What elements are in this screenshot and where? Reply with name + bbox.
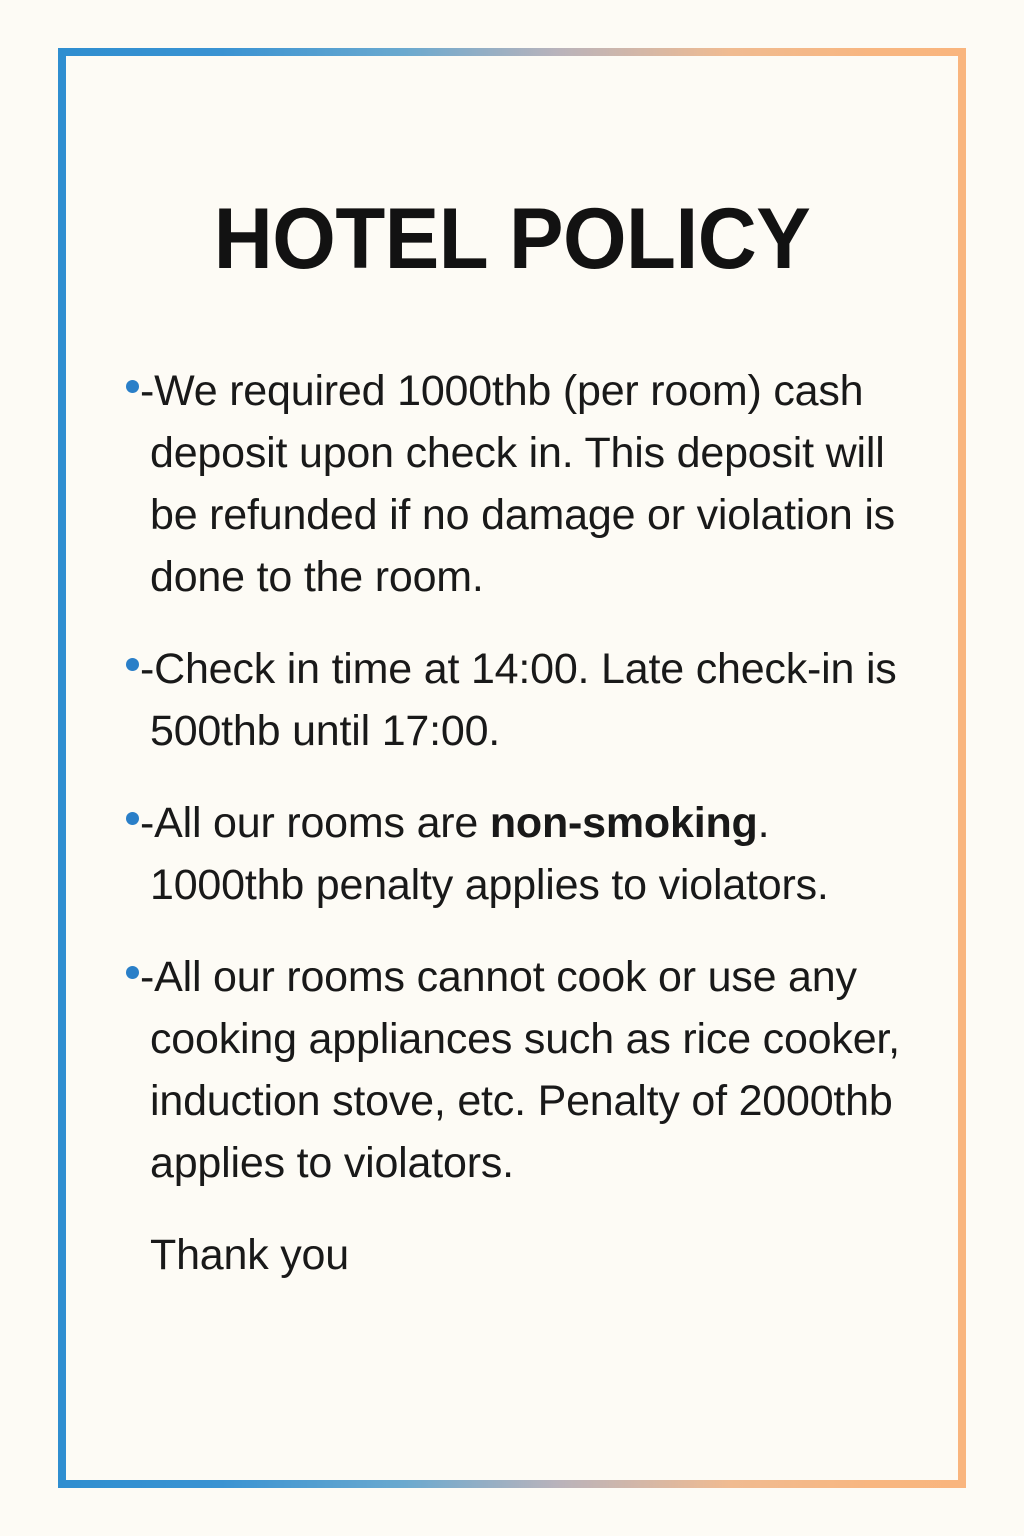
policy-list [112, 360, 912, 1194]
poster-content [66, 56, 958, 1286]
list-item [112, 638, 912, 762]
policy-text: -We required 1000thb (per room) cash deposit upon check in. This deposit will be refunded if no damage or violation is done to the room. [140, 367, 895, 601]
bullet-dot-icon [126, 966, 139, 979]
policy-text-emphasis: non-smoking [489, 799, 758, 847]
bullet-dot-icon [126, 812, 139, 825]
bullet-dot-icon [126, 380, 139, 393]
poster-card [66, 56, 958, 1480]
policy-text: -All our rooms cannot cook or use any cooking appliances such as rice cooker, induction stove, etc. Penalty of 2000thb applies to violators. [140, 953, 900, 1187]
policy-text-tail: . 1000thb penalty applies to violators. [150, 799, 829, 909]
gradient-border-frame [58, 48, 966, 1488]
list-item [112, 946, 912, 1194]
list-item [112, 792, 912, 916]
closing-message: Thank you [150, 1231, 349, 1279]
list-item [112, 360, 912, 608]
policy-text-lead: -All our rooms are [140, 799, 490, 847]
page-title: HOTEL POLICY [213, 191, 811, 287]
policy-text: -Check in time at 14:00. Late check-in is 500thb until 17:00. [140, 645, 897, 755]
bullet-dot-icon [126, 658, 139, 671]
